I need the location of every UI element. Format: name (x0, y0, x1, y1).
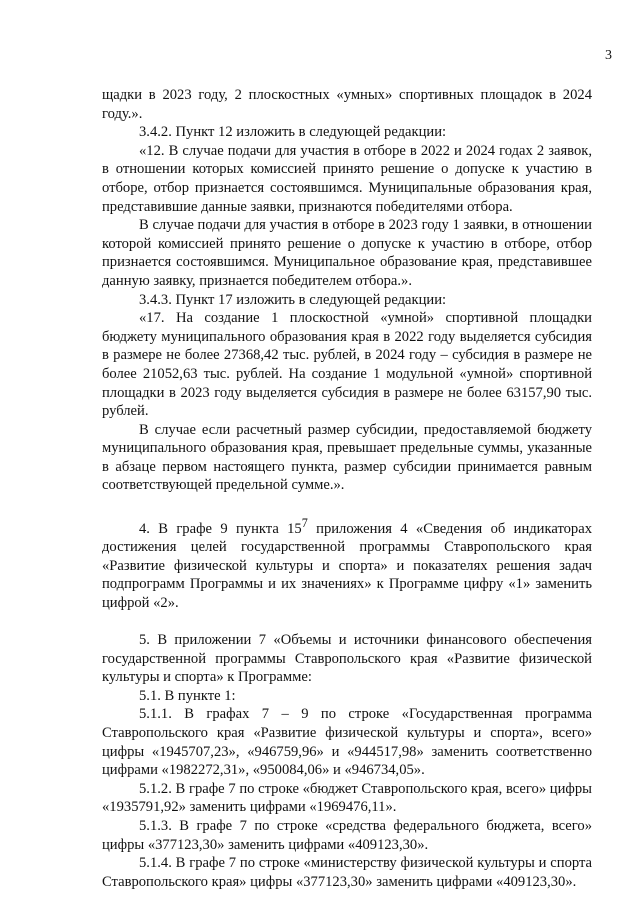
section-4-text-before: 4. В графе 9 пункта 15 (139, 520, 302, 537)
paragraph-point-12-second: В случае подачи для участия в отборе в 2023 году 1 заявки, в отношении которой комиссией принято решение о допуске к участию в отборе, отбор признается состоявшимся. Муниципальное образование края, представившее данную заявку, признается победителем отбора.». (102, 217, 592, 289)
paragraph-5-1-3: 5.1.3. В графе 7 по строке «средства федерального бюджета, всего» цифры «377123,30» заменить цифрами «409123,30». (102, 818, 592, 853)
paragraph-3-4-3: 3.4.3. Пункт 17 изложить в следующей редакции: (139, 291, 447, 308)
paragraph-section-4 (102, 514, 592, 613)
paragraph-continuation: щадки в 2023 году, 2 плоскостных «умных» спортивных площадок в 2024 году.». (102, 87, 592, 122)
paragraph-gap (102, 495, 592, 514)
document-body (102, 86, 592, 891)
paragraph-point-12: «12. В случае подачи для участия в отборе в 2022 и 2024 годах 2 заявок, в отношении которых комиссией принято решение о допуске к участию в отборе, отбор признается состоявшимся. Муниципальные образования края, представившие данные заявки, признаются победителями отбора. (102, 142, 592, 215)
page-number: 3 (605, 48, 612, 63)
paragraph-point-17: «17. На создание 1 плоскостной «умной» спортивной площадки бюджету муниципального образования края в 2022 году выделяется субсидия в размере не более 27368,42 тыс. рублей, в 2024 году – субсидия в размере не более 21052,63 тыс. рублей. На создание 1 модульной «умной» спортивной площадки в 2023 году выделяется субсидия в размере не более 63157,90 тыс. рублей. (102, 310, 592, 420)
paragraph-5-1: 5.1. В пункте 1: (139, 687, 236, 704)
section-4-superscript: 7 (301, 515, 308, 530)
paragraph-5-1-4: 5.1.4. В графе 7 по строке «министерству физической культуры и спорта Ставропольского края» цифры «377123,30» заменить цифрами «409123,30». (102, 855, 592, 890)
section-4-text-after: приложения 4 «Сведения об индикаторах достижения целей государственной программы Ставропольского края «Развитие физической культуры и спорта» и показателях решения задач подпрограмм Программы и их значениях» к Программе цифру «1» заменить цифрой «2». (102, 520, 593, 611)
paragraph-point-17-second: В случае если расчетный размер субсидии, предоставляемой бюджету муниципального образования края, превышает предельные суммы, указанные в абзаце первом настоящего пункта, размер субсидии принимается равным соответствующей предельной сумме.». (102, 421, 592, 494)
paragraph-gap (102, 612, 592, 631)
paragraph-5-1-1: 5.1.1. В графах 7 – 9 по строке «Государственная программа Ставропольского края «Развитие физической культуры и спорта», всего» цифры «1945707,23», «946759,96» и «944517,98» заменить соответственно цифрами «1982272,31», «950084,06» и «946734,05». (102, 706, 592, 779)
paragraph-section-5: 5. В приложении 7 «Объемы и источники финансового обеспечения государственной программы Ставропольского края «Развитие физической культуры и спорта» к Программе: (102, 632, 592, 686)
paragraph-5-1-2: 5.1.2. В графе 7 по строке «бюджет Ставропольского края, всего» цифры «1935791,92» заменить цифрами «1969476,11». (102, 780, 592, 816)
paragraph-3-4-2: 3.4.2. Пункт 12 изложить в следующей редакции: (139, 124, 447, 141)
